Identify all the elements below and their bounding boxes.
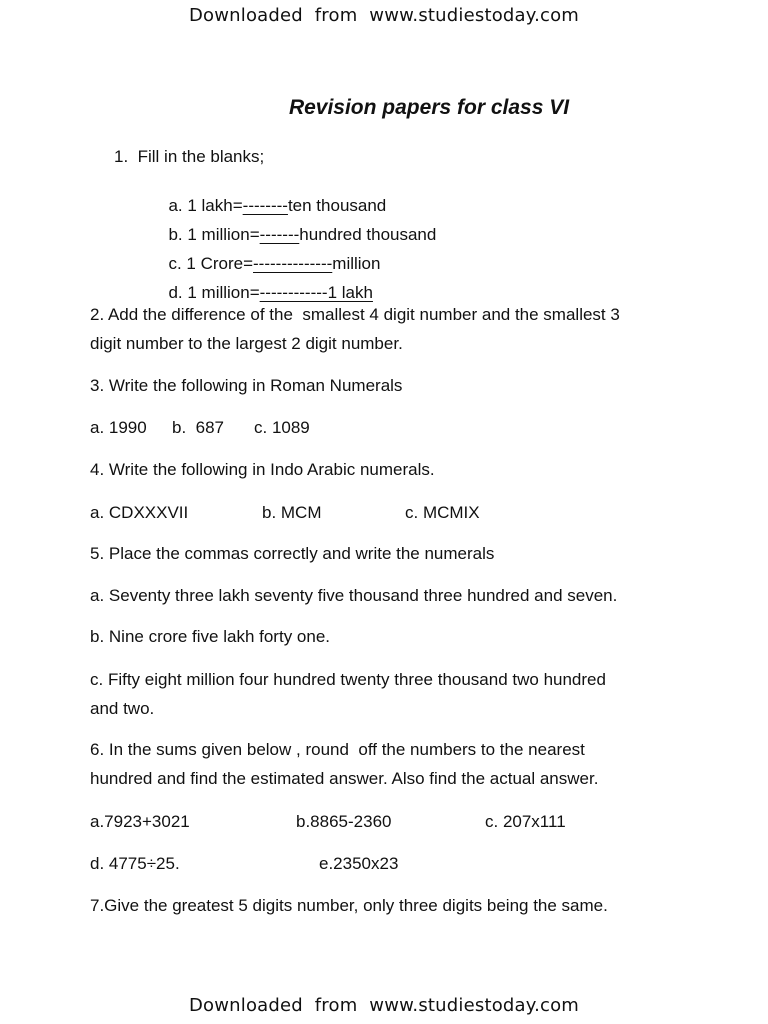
q1-c-blank: --------------: [253, 254, 333, 273]
q6-item-c: c. 207x111: [485, 812, 566, 831]
q6-item-e: e.2350x23: [319, 854, 399, 873]
q1-a-prefix: a. 1 lakh=: [168, 196, 243, 215]
q6-item-d: d. 4775÷25.: [90, 854, 180, 873]
q2-line-1: 2. Add the difference of the smallest 4 digit number and the smallest 3: [90, 305, 620, 324]
q2-line-2: digit number to the largest 2 digit number.: [90, 334, 403, 353]
footer-download-banner: Downloaded from www.studiestoday.com: [188, 995, 580, 1016]
q6-item-b: b.8865-2360: [296, 812, 392, 831]
q1-heading: 1. Fill in the blanks;: [114, 147, 265, 166]
q5-item-b: b. Nine crore five lakh forty one.: [90, 627, 331, 646]
q1-item-d: [159, 263, 373, 303]
q5-heading: 5. Place the commas correctly and write the numerals: [90, 544, 495, 563]
q4-item-a: a. CDXXXVII: [90, 503, 189, 522]
q4-item-c: c. MCMIX: [405, 503, 480, 522]
q1-a-suffix: ten thousand: [287, 196, 387, 215]
q6-line-2: hundred and find the estimated answer. Also find the actual answer.: [90, 769, 599, 788]
q3-item-b: b. 687: [172, 418, 224, 437]
q1-b-suffix: hundred thousand: [299, 225, 437, 244]
q6-line-1: 6. In the sums given below , round off the numbers to the nearest: [90, 740, 585, 759]
q1-c-suffix: million: [332, 254, 381, 273]
q1-c-prefix: c. 1 Crore=: [168, 254, 254, 273]
q5-item-c-line-2: and two.: [90, 699, 155, 718]
header-download-banner: Downloaded from www.studiestoday.com: [188, 5, 580, 26]
q3-item-a: a. 1990: [90, 418, 147, 437]
q1-a-blank: --------: [242, 196, 288, 215]
q1-b-prefix: b. 1 million=: [168, 225, 260, 244]
page-title: Revision papers for class VI: [288, 96, 570, 119]
q4-heading: 4. Write the following in Indo Arabic numerals.: [90, 460, 435, 479]
q6-item-a: a.7923+3021: [90, 812, 190, 831]
q3-item-c: c. 1089: [254, 418, 310, 437]
q1-d-blank: ------------1 lakh: [259, 283, 373, 302]
q1-b-blank: -------: [259, 225, 300, 244]
q5-item-c-line-1: c. Fifty eight million four hundred twenty three thousand two hundred: [90, 670, 606, 689]
q1-d-prefix: d. 1 million=: [168, 283, 260, 302]
q3-heading: 3. Write the following in Roman Numerals: [90, 376, 403, 395]
q5-item-a: a. Seventy three lakh seventy five thousand three hundred and seven.: [90, 586, 618, 605]
q7-text: 7.Give the greatest 5 digits number, only three digits being the same.: [90, 896, 608, 915]
q4-item-b: b. MCM: [262, 503, 322, 522]
